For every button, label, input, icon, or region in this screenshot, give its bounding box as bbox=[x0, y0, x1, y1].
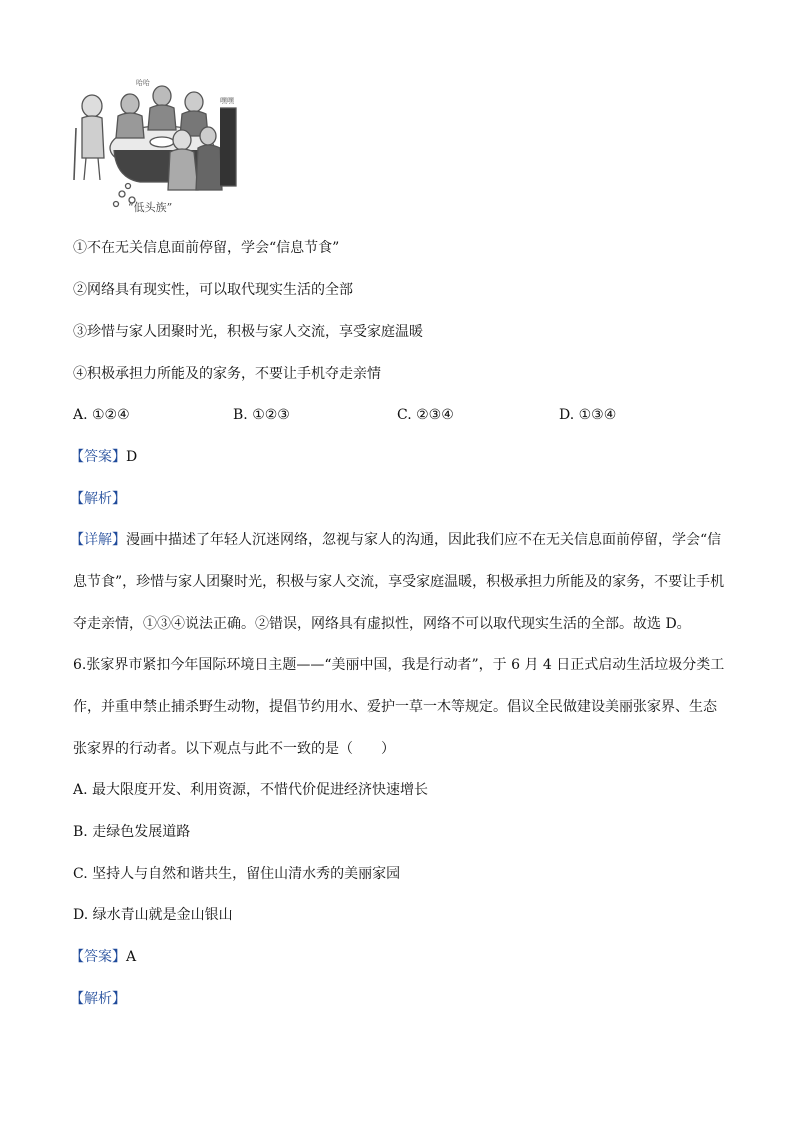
q6-answer bbox=[70, 947, 136, 967]
cartoon-illustration bbox=[70, 78, 242, 218]
detail-tag: 【详解】 bbox=[70, 532, 126, 548]
detail-line-3: 夺走亲情，①③④说法正确。②错误，网络具有虚拟性，网络不可以取代现实生活的全部。故选 D。 bbox=[73, 616, 691, 632]
q5-option-d: D. ①③④ bbox=[559, 407, 617, 423]
q5-answer bbox=[70, 447, 137, 467]
q6-analysis-tag: 【解析】 bbox=[70, 991, 126, 1007]
answer-tag: 【答案】 bbox=[70, 449, 126, 465]
q5-option-c: C. ②③④ bbox=[397, 407, 454, 423]
answer-value: D bbox=[126, 449, 138, 465]
q6-option-a: A. 最大限度开发、利用资源，不惜代价促进经济快速增长 bbox=[73, 782, 429, 798]
cartoon-drawing bbox=[70, 78, 242, 218]
q6-stem-line-1: 6.张家界市紧扣今年国际环境日主题——“美丽中国，我是行动者”，于 6 月 4 日正式启动生活垃圾分类工 bbox=[73, 657, 725, 673]
cartoon-caption: “低头族” bbox=[128, 201, 173, 214]
q5-option-b: B. ①②③ bbox=[233, 407, 290, 423]
q6-option-d: D. 绿水青山就是金山银山 bbox=[73, 907, 233, 923]
q6-stem-line-2: 作，并重申禁止捕杀野生动物，提倡节约用水、爱护一草一木等规定。倡议全民做建设美丽张家界、生态 bbox=[73, 699, 717, 715]
q6-stem-line-3: 张家界的行动者。以下观点与此不一致的是（ ） bbox=[73, 741, 395, 757]
q6-answer-value: A bbox=[126, 949, 137, 965]
q6-option-c: C. 坚持人与自然和谐共生，留住山清水秀的美丽家园 bbox=[73, 866, 401, 882]
detail-line-1 bbox=[70, 530, 721, 550]
q5-analysis-tag: 【解析】 bbox=[70, 491, 126, 507]
speech-text-a: 哈哈 bbox=[136, 79, 150, 87]
statement-2: ②网络具有现实性，可以取代现实生活的全部 bbox=[73, 282, 353, 298]
q6-option-b: B. 走绿色发展道路 bbox=[73, 824, 191, 840]
statement-3: ③珍惜与家人团聚时光，积极与家人交流，享受家庭温暖 bbox=[73, 324, 423, 340]
q6-answer-tag: 【答案】 bbox=[70, 949, 126, 965]
statement-1: ①不在无关信息面前停留，学会“信息节食” bbox=[73, 240, 340, 256]
statement-4: ④积极承担力所能及的家务，不要让手机夺走亲情 bbox=[73, 366, 381, 382]
q5-option-a: A. ①②④ bbox=[73, 407, 130, 423]
detail-text-1: 漫画中描述了年轻人沉迷网络，忽视与家人的沟通，因此我们应不在无关信息面前停留，学会“信 bbox=[126, 532, 722, 548]
speech-text-b: 嘿嘿 bbox=[220, 97, 234, 105]
detail-line-2: 息节食”，珍惜与家人团聚时光，积极与家人交流，享受家庭温暖，积极承担力所能及的家务，不要让手机 bbox=[73, 574, 725, 590]
